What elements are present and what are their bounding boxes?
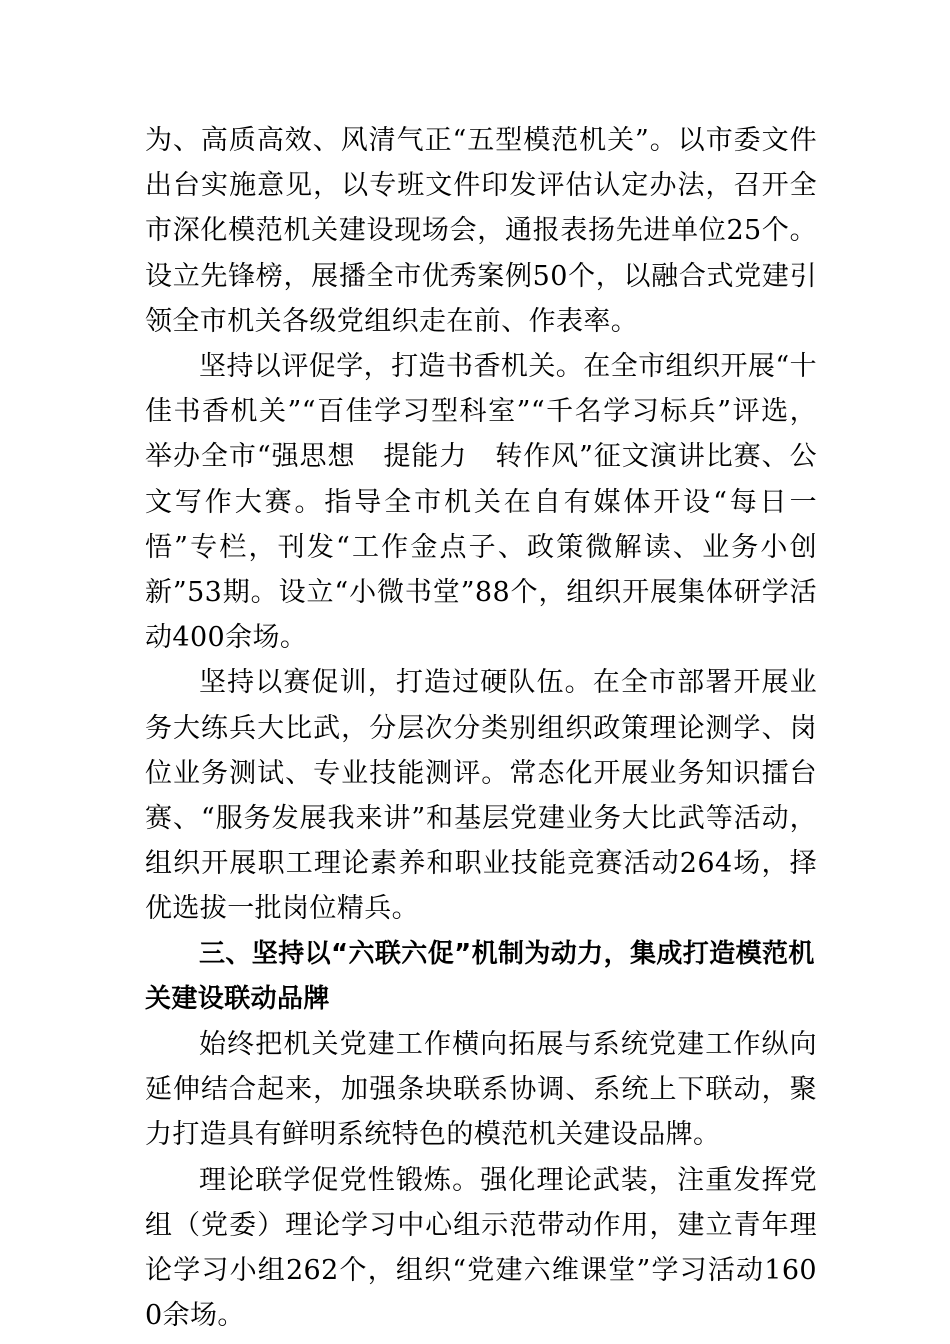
paragraph-bookish-organs: 坚持以评促学，打造书香机关。在全市组织开展“十佳书香机关”“百佳学习型科室”“千名学习标兵”评选，举办全市“强思想 提能力 转作风”征文演讲比赛、公文写作大赛。指导全市机关在自有媒体开设“每日一悟”专栏，刊发“工作金点子、政策微解读、业务小创新”53期。设立“小微书堂”88个，组织开展集体研学活动400余场。 <box>145 351 817 654</box>
document-page <box>145 118 817 1338</box>
paragraph-model-organs-continuation: 为、高质高效、风清气正“五型模范机关”。以市委文件出台实施意见，以专班文件印发评估认定办法，召开全市深化模范机关建设现场会，通报表扬先进单位25个。设立先锋榜，展播全市优秀案例50个，以融合式党建引领全市机关各级党组织走在前、作表率。 <box>145 125 817 337</box>
paragraph-theory-study: 理论联学促党性锻炼。强化理论武装，注重发挥党组（党委）理论学习中心组示范带动作用，建立青年理论学习小组262个，组织“党建六维课堂”学习活动1600余场。 <box>145 1164 817 1332</box>
section-heading-three: 三、坚持以“六联六促”机制为动力，集成打造模范机关建设联动品牌 <box>145 938 815 1014</box>
paragraph-competition-training: 坚持以赛促训，打造过硬队伍。在全市部署开展业务大练兵大比武，分层次分类别组织政策理论测学、岗位业务测试、专业技能测评。常态化开展业务知识擂台赛、“服务发展我来讲”和基层党建业务大比武等活动，组织开展职工理论素养和职业技能竞赛活动264场，择优选拔一批岗位精兵。 <box>145 667 817 925</box>
paragraph-section-intro: 始终把机关党建工作横向拓展与系统党建工作纵向延伸结合起来，加强条块联系协调、系统上下联动，聚力打造具有鲜明系统特色的模范机关建设品牌。 <box>145 1029 817 1151</box>
